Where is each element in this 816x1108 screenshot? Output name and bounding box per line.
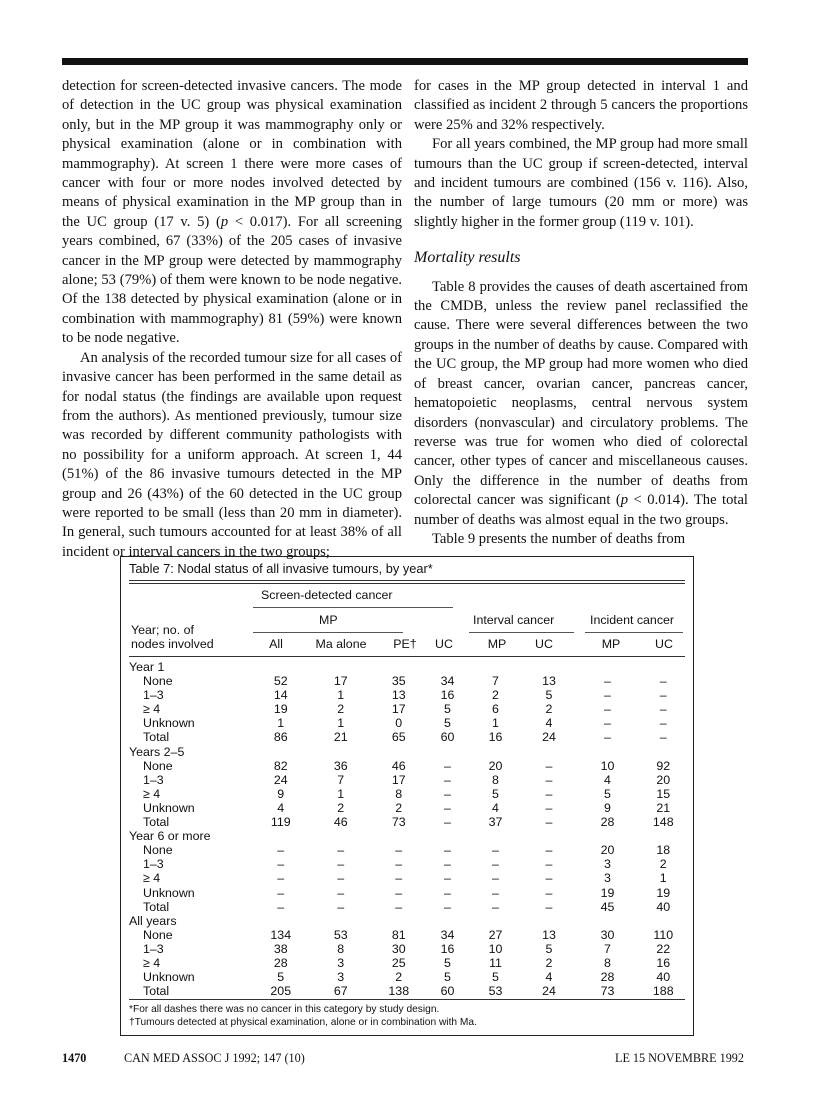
- table-cell: [425, 914, 471, 928]
- table-cell: 1: [337, 786, 345, 801]
- row-label: Year 1: [129, 660, 165, 674]
- table-row: [129, 815, 689, 829]
- column-header: UC: [535, 637, 553, 651]
- table-cell: –: [277, 843, 285, 858]
- table-row: [129, 956, 689, 970]
- table-cell: 9: [277, 786, 285, 801]
- table-cell: –: [545, 885, 553, 900]
- table-cell: 52: [273, 674, 288, 689]
- table-cell: 19: [600, 885, 615, 900]
- header-screen-detected: Screen-detected cancer: [261, 588, 393, 602]
- table-cell: –: [337, 885, 345, 900]
- table-cell: 5: [492, 786, 499, 801]
- header-mp-underline: [253, 632, 403, 633]
- table-cell: –: [444, 786, 451, 801]
- table-cell: 17: [391, 772, 406, 787]
- table-cell: 5: [492, 970, 499, 985]
- table-cell: –: [337, 899, 345, 914]
- table-cell: 67: [333, 984, 348, 999]
- table-cell: [309, 914, 374, 928]
- table-row: [129, 702, 689, 716]
- table-cell: [309, 829, 374, 843]
- table-cell: 20: [600, 843, 615, 858]
- table-cell: 27: [488, 927, 503, 942]
- table-cell: –: [444, 857, 451, 872]
- table-cell: 28: [600, 970, 615, 985]
- table-cell: 17: [391, 702, 406, 717]
- table-cell: 7: [604, 941, 611, 956]
- table-top-rule: [129, 580, 685, 581]
- table-cell: –: [444, 885, 451, 900]
- table-cell: –: [492, 843, 499, 858]
- table-cell: –: [444, 899, 451, 914]
- table-cell: –: [604, 674, 611, 689]
- table-7: [120, 556, 694, 1036]
- table-cell: 8: [492, 772, 499, 787]
- table-row: [129, 759, 689, 773]
- table-cell: –: [337, 871, 345, 886]
- table-cell: 21: [656, 800, 671, 815]
- table-group-row: [129, 660, 689, 674]
- table-cell: [638, 660, 690, 674]
- table-row: [129, 928, 689, 942]
- table-cell: 24: [273, 772, 288, 787]
- table-cell: –: [395, 843, 403, 858]
- table-cell: 10: [488, 941, 503, 956]
- table-cell: [521, 914, 578, 928]
- table-group-row: [129, 829, 689, 843]
- table-cell: –: [444, 871, 451, 886]
- table-cell: 2: [395, 800, 403, 815]
- table-cell: [578, 745, 638, 759]
- table-cell: [373, 914, 425, 928]
- table-cell: [521, 745, 578, 759]
- table-cell: –: [545, 899, 553, 914]
- row-label: All years: [129, 913, 177, 928]
- table-cell: 37: [488, 815, 503, 830]
- table-cell: 22: [656, 941, 671, 956]
- table-cell: 40: [656, 970, 671, 985]
- table-cell: 3: [604, 871, 611, 886]
- table-cell: 148: [652, 815, 674, 830]
- issue-date: LE 15 NOVEMBRE 1992: [615, 1051, 744, 1065]
- table-cell: [253, 660, 309, 674]
- table-cell: –: [492, 857, 499, 872]
- table-cell: 5: [545, 688, 553, 703]
- table-cell: [253, 914, 309, 928]
- table-cell: 16: [440, 688, 455, 703]
- row-label: Total: [143, 730, 170, 745]
- table-cell: –: [492, 899, 499, 914]
- table-cell: –: [604, 702, 611, 717]
- table-cell: 2: [337, 800, 345, 815]
- journal-citation: CAN MED ASSOC J 1992; 147 (10): [124, 1051, 305, 1065]
- row-label: 1–3: [143, 772, 164, 787]
- table-row: [129, 787, 689, 801]
- table-cell: 3: [337, 955, 345, 970]
- table-cell: 73: [391, 815, 406, 830]
- table-cell: 2: [337, 702, 345, 717]
- table-cell: 4: [604, 772, 611, 787]
- table-cell: –: [395, 885, 403, 900]
- table-cell: [253, 829, 309, 843]
- table-cell: 11: [489, 955, 502, 970]
- table-cell: –: [604, 730, 611, 745]
- table-cell: 13: [542, 927, 556, 942]
- table-cell: 46: [391, 758, 406, 773]
- table-cell: [471, 660, 521, 674]
- table-cell: 5: [444, 716, 451, 731]
- table-row: [129, 857, 689, 871]
- table-cell: 8: [395, 786, 403, 801]
- table-cell: –: [659, 716, 667, 731]
- section-heading-mortality: Mortality results: [414, 249, 521, 267]
- table-cell: [578, 829, 638, 843]
- header-mp: MP: [319, 613, 338, 627]
- row-label: ≥ 4: [143, 871, 161, 886]
- table-cell: 5: [604, 786, 611, 801]
- column-header: All: [269, 637, 283, 651]
- row-label: Unknown: [143, 970, 195, 985]
- paragraph-right-2: For all years combined, the MP group had more small tumours than the UC group if screen-detected, interval and incident tumours are combined (156 v. 116). Also, the number of large tumours (20 mm or more) was slightly higher in the former group (119 v. 101).: [414, 136, 748, 230]
- table-cell: 2: [545, 702, 553, 717]
- table-cell: 5: [545, 941, 553, 956]
- table-row: [129, 801, 689, 815]
- table-cell: 45: [600, 899, 615, 914]
- table-cell: 134: [270, 927, 292, 942]
- table-cell: [425, 829, 471, 843]
- table-cell: 53: [488, 984, 503, 999]
- footnote-1: *For all dashes there was no cancer in this category by study design.: [129, 1004, 440, 1015]
- row-label: Year 6 or more: [129, 829, 211, 844]
- footnote-2: †Tumours detected at physical examination, alone or in combination with Ma.: [129, 1017, 477, 1028]
- row-header-line2: nodes involved: [131, 637, 214, 651]
- table-cell: 4: [492, 800, 499, 815]
- table-cell: 14: [273, 688, 288, 703]
- table-cell: 138: [388, 984, 410, 999]
- table-cell: –: [659, 674, 667, 689]
- table-cell: –: [277, 857, 285, 872]
- table-cell: [471, 914, 521, 928]
- table-cell: 25: [391, 955, 406, 970]
- header-interval-underline: [469, 632, 574, 633]
- row-header-line1: Year; no. of: [131, 623, 194, 637]
- table-cell: –: [395, 857, 403, 872]
- table-cell: 15: [656, 786, 671, 801]
- table-cell: –: [337, 843, 345, 858]
- table-cell: –: [444, 815, 451, 830]
- table-cell: 5: [444, 702, 451, 717]
- table-cell: 30: [600, 927, 615, 942]
- table-cell: [373, 829, 425, 843]
- table-cell: [521, 829, 578, 843]
- table-cell: [309, 745, 374, 759]
- table-cell: 46: [333, 815, 348, 830]
- table-cell: 2: [659, 857, 667, 872]
- table-cell: –: [277, 871, 285, 886]
- table-title: Table 7: Nodal status of all invasive tumours, by year*: [129, 561, 433, 576]
- row-label: ≥ 4: [143, 955, 161, 970]
- table-cell: –: [659, 730, 667, 745]
- table-cell: –: [395, 871, 403, 886]
- table-cell: 20: [656, 772, 671, 787]
- table-cell: 65: [391, 730, 406, 745]
- table-header-rule: [129, 656, 685, 657]
- table-cell: –: [545, 772, 553, 787]
- paragraph-right-1: for cases in the MP group detected in interval 1 and classified as incident 2 through 5 cancers the proportions were 25% and 32% respectively.: [414, 78, 748, 133]
- table-cell: 60: [440, 730, 455, 745]
- table-cell: 82: [273, 758, 288, 773]
- table-cell: –: [659, 702, 667, 717]
- table-row: [129, 970, 689, 984]
- table-cell: 1: [492, 716, 499, 731]
- table-cell: 13: [542, 674, 556, 689]
- table-cell: –: [277, 899, 285, 914]
- table-cell: 60: [440, 984, 455, 999]
- table-cell: 5: [444, 955, 451, 970]
- table-cell: 4: [545, 716, 553, 731]
- row-label: Unknown: [143, 800, 195, 815]
- table-cell: [521, 660, 578, 674]
- table-cell: 53: [333, 927, 348, 942]
- table-cell: [578, 914, 638, 928]
- table-cell: –: [492, 871, 499, 886]
- column-header: Ma alone: [315, 637, 367, 651]
- table-cell: 34: [440, 927, 455, 942]
- table-cell: –: [395, 899, 403, 914]
- paragraph-left-1: detection for screen-detected invasive cancers. The mode of detection in the UC group was physical examination only, but in the MP group it was mammography only or physical examination (alone or in combination with mammography). At screen 1 there were more cases of cancer with four or more nodes involved detected by means of physical examination in the MP group than in the UC group (17 v. 5) (p < 0.017). For all screening years combined, 67 (33%) of the 205 cases of invasive cancer in the MP group were detected by mammography alone; 53 (79%) of them were known to be node negative. Of the 138 detected by physical examination (alone or in combination with mammography) 81 (59%) were known to be node negative.: [62, 78, 403, 347]
- table-cell: 188: [652, 984, 674, 999]
- table-cell: –: [492, 885, 499, 900]
- table-cell: –: [337, 857, 345, 872]
- table-cell: [638, 745, 690, 759]
- table-row: [129, 900, 689, 914]
- table-cell: –: [277, 885, 285, 900]
- row-label: None: [143, 843, 173, 858]
- table-cell: –: [545, 871, 553, 886]
- table-cell: 30: [391, 941, 406, 956]
- top-rule: [62, 58, 748, 65]
- table-cell: [638, 829, 690, 843]
- paragraph-right-3: Table 8 provides the causes of death ascertained from the CMDB, unless the review panel reclassified the cause. There were several differences between the two groups in the number of deaths by cause. Compared with the UC group, the MP group had more women who died of breast cancer, ovarian cancer, pancreas cancer, hematopoietic neoplasms, central nervous system disorders (nonvascular) and circulatory problems. The reverse was true for women who died of colorectal cancer, other types of cancer and miscellaneous causes. Only the difference in the number of deaths from colorectal cancer was significant (p < 0.014). The total number of deaths was almost equal in the two groups.: [414, 278, 748, 528]
- row-label: 1–3: [143, 688, 164, 703]
- table-cell: –: [545, 786, 553, 801]
- table-row: [129, 716, 689, 730]
- table-cell: 0: [395, 716, 403, 731]
- table-cell: 28: [273, 955, 288, 970]
- column-header: MP: [487, 637, 507, 651]
- table-cell: 35: [391, 674, 406, 689]
- row-label: 1–3: [143, 941, 164, 956]
- table-cell: [638, 914, 690, 928]
- table-cell: 73: [600, 984, 615, 999]
- table-cell: 3: [337, 970, 345, 985]
- row-label: ≥ 4: [143, 702, 161, 717]
- table-cell: 5: [444, 970, 451, 985]
- table-cell: 2: [545, 955, 553, 970]
- table-cell: –: [545, 815, 553, 830]
- table-cell: 3: [604, 857, 611, 872]
- table-cell: –: [604, 716, 611, 731]
- table-cell: 119: [270, 815, 291, 830]
- table-cell: [425, 660, 471, 674]
- table-cell: 81: [391, 927, 406, 942]
- row-label: Unknown: [143, 885, 195, 900]
- right-text-column: [414, 77, 748, 549]
- table-cell: 110: [653, 927, 674, 942]
- data-table: [129, 660, 689, 998]
- table-row: [129, 871, 689, 885]
- column-header: UC: [435, 637, 453, 651]
- table-cell: 1: [277, 716, 285, 731]
- table-cell: 19: [273, 702, 288, 717]
- table-cell: 1: [659, 871, 667, 886]
- row-label: None: [143, 758, 173, 773]
- table-cell: 4: [545, 970, 553, 985]
- table-cell: 24: [542, 984, 556, 999]
- page-number: 1470: [62, 1051, 87, 1065]
- table-cell: 21: [333, 730, 348, 745]
- table-group-row: [129, 745, 689, 759]
- row-label: Total: [143, 899, 170, 914]
- table-cell: –: [545, 758, 553, 773]
- table-cell: 2: [395, 970, 403, 985]
- header-incident-underline: [585, 632, 683, 633]
- table-cell: [309, 660, 374, 674]
- table-cell: 16: [488, 730, 503, 745]
- table-cell: 9: [604, 800, 611, 815]
- table-cell: –: [659, 688, 667, 703]
- row-label: None: [143, 674, 173, 689]
- table-cell: 20: [488, 758, 503, 773]
- table-row: [129, 674, 689, 688]
- table-top-rule-2: [129, 583, 685, 584]
- table-group-row: [129, 914, 689, 928]
- table-row: [129, 688, 689, 702]
- column-header: PE†: [393, 637, 417, 651]
- table-cell: –: [604, 688, 611, 703]
- table-row: [129, 730, 689, 744]
- paragraph-right-4: Table 9 presents the number of deaths from: [432, 530, 686, 547]
- row-label: ≥ 4: [143, 786, 161, 801]
- table-cell: 34: [440, 674, 455, 689]
- table-cell: –: [444, 843, 451, 858]
- paragraph-left-2: An analysis of the recorded tumour size for all cases of invasive cancer has been performed in the same detail as for nodal status (the findings are available upon request from the authors). As mentioned previously, tumour size was recorded by different community pathologists with no possibility for a uniform approach. At screen 1, 44 (51%) of the 86 invasive tumours detected in the MP group and 26 (43%) of the 60 detected in the UC group were reported to be small (less than 20 mm in diameter). In general, such tumours accounted for at least 38% of all incident or interval cancers in the two groups;: [62, 349, 402, 560]
- table-cell: 36: [333, 758, 348, 773]
- header-interval: Interval cancer: [473, 613, 555, 627]
- table-cell: –: [444, 758, 451, 773]
- row-label: Total: [143, 815, 170, 830]
- table-cell: –: [444, 800, 451, 815]
- table-cell: 7: [492, 674, 499, 689]
- table-cell: 7: [337, 772, 345, 787]
- table-row: [129, 843, 689, 857]
- row-label: Total: [143, 984, 170, 999]
- table-cell: 1: [337, 716, 345, 731]
- table-cell: 1: [337, 688, 345, 703]
- table-cell: –: [545, 800, 553, 815]
- table-row: [129, 886, 689, 900]
- table-cell: [373, 660, 425, 674]
- header-incident: Incident cancer: [590, 613, 675, 627]
- table-cell: [253, 745, 309, 759]
- table-bottom-rule: [129, 999, 685, 1000]
- table-row: [129, 773, 689, 787]
- row-label: Unknown: [143, 716, 195, 731]
- table-cell: –: [444, 772, 451, 787]
- table-cell: 40: [656, 899, 671, 914]
- column-header: UC: [655, 637, 673, 651]
- table-cell: [373, 745, 425, 759]
- header-screen-underline: [253, 607, 453, 608]
- table-cell: 8: [337, 941, 345, 956]
- table-cell: 18: [656, 843, 671, 858]
- table-cell: –: [545, 857, 553, 872]
- row-label: 1–3: [143, 857, 164, 872]
- table-cell: [425, 745, 471, 759]
- table-row: [129, 984, 689, 998]
- table-cell: [578, 660, 638, 674]
- table-cell: 8: [604, 955, 611, 970]
- row-label: Years 2–5: [129, 744, 185, 759]
- table-cell: 16: [656, 955, 671, 970]
- table-cell: 92: [656, 758, 671, 773]
- table-cell: 17: [333, 674, 348, 689]
- table-cell: 205: [270, 984, 292, 999]
- column-header: MP: [601, 637, 621, 651]
- table-cell: 2: [492, 688, 499, 703]
- table-cell: [471, 745, 521, 759]
- table-cell: 16: [440, 941, 455, 956]
- table-cell: 86: [273, 730, 288, 745]
- left-text-column: [62, 77, 402, 562]
- table-cell: 4: [277, 800, 285, 815]
- row-label: None: [143, 927, 173, 942]
- table-row: [129, 942, 689, 956]
- table-cell: –: [545, 843, 553, 858]
- table-cell: 10: [600, 758, 615, 773]
- table-cell: 28: [600, 815, 615, 830]
- table-cell: 5: [277, 970, 285, 985]
- table-cell: 38: [273, 941, 288, 956]
- table-cell: 13: [391, 688, 406, 703]
- table-cell: 19: [656, 885, 671, 900]
- table-cell: 24: [542, 730, 556, 745]
- table-cell: [471, 829, 521, 843]
- table-cell: 6: [492, 702, 499, 717]
